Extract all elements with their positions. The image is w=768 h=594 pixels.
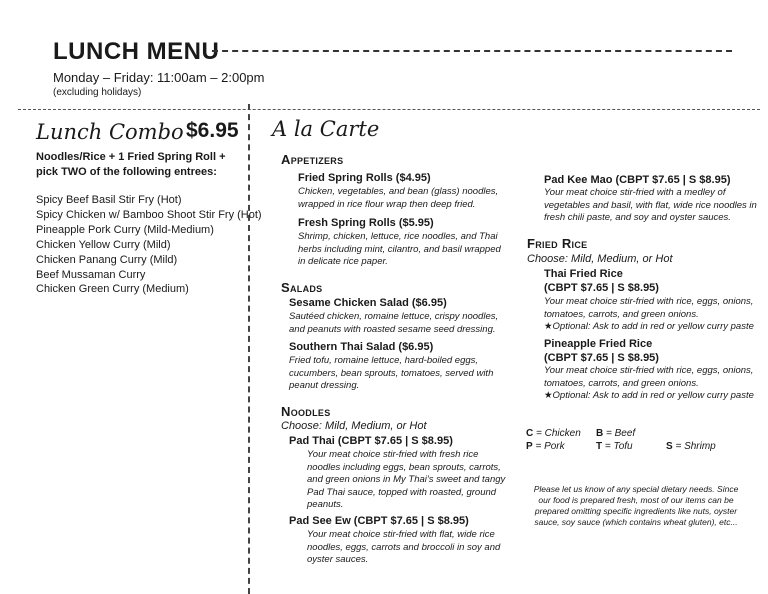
- desc-line: tomatoes, carrots, and green onions.: [544, 308, 699, 320]
- combo-desc-line: Noodles/Rice + 1 Fried Spring Roll +: [36, 151, 226, 163]
- desc-line: Shrimp, chicken, lettuce, rice noodles, and Thai: [298, 231, 498, 242]
- legend-code: S: [666, 441, 673, 452]
- optional-note: ★Optional: Ask to add in red or yellow curry paste: [544, 390, 754, 401]
- desc-line: Chicken, vegetables, and bean (glass) noodles,: [298, 186, 499, 197]
- menu-item-price: (CBPT $7.65 | S $8.95): [544, 282, 659, 294]
- desc-line: Your meat choice stir-fried with fresh rice: [307, 449, 479, 460]
- desc-line: herbs including mint, cilantro, and basil wrapped: [298, 243, 501, 255]
- legend-tofu: [596, 441, 633, 452]
- desc-line: peanut dressing.: [289, 380, 360, 391]
- legend-meaning: = Shrimp: [672, 441, 716, 452]
- combo-entree-list: [36, 193, 262, 297]
- menu-item-name: Pad Kee Mao (CBPT $7.65 | S $8.95): [544, 174, 731, 186]
- menu-item-desc: [289, 311, 498, 336]
- page-title: LUNCH MENU: [53, 38, 220, 65]
- menu-item-name: Sesame Chicken Salad ($6.95): [289, 297, 447, 309]
- desc-line: Sautéed chicken, romaine lettuce, crispy noodles,: [289, 311, 499, 322]
- combo-price: $6.95: [186, 119, 239, 142]
- noodles-heading: Noodles: [281, 404, 331, 419]
- fried-rice-spice-choice: Choose: Mild, Medium, or Hot: [527, 253, 673, 265]
- legend-code: P: [526, 441, 533, 452]
- desc-line: and green onions in My Thai's sweet and tangy: [307, 474, 506, 485]
- desc-line: wrapped in rice flour wrap then deep fried.: [298, 198, 476, 210]
- menu-item-name: Pad Thai (CBPT $7.65 | S $8.95): [289, 435, 453, 447]
- menu-item-name: Pad See Ew (CBPT $7.65 | S $8.95): [289, 515, 469, 527]
- menu-item-name: Fried Spring Rolls ($4.95): [298, 172, 431, 184]
- menu-item-name: Southern Thai Salad ($6.95): [289, 341, 434, 353]
- legend-chicken: [526, 428, 581, 439]
- desc-line: tomatoes, carrots, and green onions.: [544, 377, 699, 389]
- optional-note: ★Optional: Ask to add in red or yellow curry paste: [544, 321, 754, 332]
- legend-beef: [596, 428, 635, 439]
- dietary-footnote: Please let us know of any special dietary needs. Since our food is prepared fresh, most of our items can be prepared omitting specific ingredients like nuts, oyster sauce, soy sauce (which contains wheat gluten), etc...: [533, 484, 739, 527]
- menu-item-desc: [298, 231, 501, 269]
- desc-line: oyster sauces.: [307, 554, 369, 565]
- menu-item-desc: [307, 529, 500, 567]
- menu-item-desc: [544, 187, 757, 225]
- entree-item: Spicy Beef Basil Stir Fry (Hot): [36, 194, 182, 206]
- menu-item-desc: [544, 296, 754, 334]
- legend-code: C: [526, 428, 534, 439]
- desc-line: Your meat choice stir-fried with rice, eggs, onions,: [544, 365, 754, 376]
- desc-line: peanuts.: [307, 499, 344, 510]
- desc-line: and peanuts with roasted sesame seed dressing.: [289, 323, 496, 335]
- desc-line: noodles including eggs, bean sprouts, carrots,: [307, 461, 501, 473]
- desc-line: noodles, eggs, carrots and broccoli in soy and: [307, 541, 501, 553]
- legend-meaning: = Beef: [603, 428, 636, 439]
- entree-item: Chicken Panang Curry (Mild): [36, 253, 178, 266]
- desc-line: Your meat choice stir-fried with rice, eggs, onions,: [544, 296, 754, 307]
- menu-item-name: Fresh Spring Rolls ($5.95): [298, 217, 434, 229]
- desc-line: Pad Thai sauce, topped with roasted, ground: [307, 486, 497, 498]
- legend-code: B: [596, 428, 604, 439]
- entree-item: Spicy Chicken w/ Bamboo Shoot Stir Fry (Hot): [36, 208, 262, 221]
- menu-item-desc: [289, 355, 493, 393]
- noodles-spice-choice: Choose: Mild, Medium, or Hot: [281, 420, 427, 432]
- menu-item-desc: [544, 365, 754, 403]
- combo-title: Lunch Combo: [36, 120, 184, 144]
- desc-line: in delicate rice paper.: [298, 256, 388, 267]
- legend-code: T: [596, 441, 603, 452]
- legend-meaning: = Tofu: [602, 441, 633, 452]
- menu-item-name: Pineapple Fried Rice: [544, 338, 653, 350]
- legend-meaning: = Pork: [532, 441, 565, 452]
- desc-line: Your meat choice stir-fried with flat, wide rice: [307, 529, 495, 540]
- vertical-divider: [248, 104, 250, 594]
- hours-note: (excluding holidays): [53, 87, 142, 98]
- legend-pork: [526, 441, 565, 452]
- a-la-carte-title: A la Carte: [272, 117, 380, 141]
- desc-line: fresh chili paste, and soy and oyster sauces.: [544, 212, 731, 223]
- menu-item-desc: [307, 449, 505, 512]
- horizontal-divider: [18, 109, 760, 110]
- title-divider: [212, 50, 732, 52]
- entree-item: Chicken Green Curry (Medium): [36, 283, 189, 296]
- entree-item: Chicken Yellow Curry (Mild): [36, 238, 171, 251]
- menu-item-price: (CBPT $7.65 | S $8.95): [544, 352, 659, 364]
- entree-item: Beef Mussaman Curry: [36, 268, 146, 281]
- entree-item: Pineapple Pork Curry (Mild-Medium): [36, 223, 214, 236]
- combo-description: [36, 150, 246, 180]
- hours: Monday – Friday: 11:00am – 2:00pm: [53, 70, 265, 85]
- desc-line: Fried tofu, romaine lettuce, hard-boiled eggs,: [289, 355, 479, 366]
- combo-desc-line: pick TWO of the following entrees:: [36, 166, 217, 178]
- desc-line: cucumbers, bean sprouts, tomatoes, served with: [289, 367, 494, 379]
- salads-heading: Salads: [281, 280, 323, 295]
- appetizers-heading: Appetizers: [281, 152, 344, 167]
- menu-item-desc: [298, 186, 498, 211]
- legend-shrimp: [666, 441, 716, 452]
- desc-line: Your meat choice stir-fried with a medley of: [544, 187, 726, 198]
- desc-line: vegetables and basil, with flat, wide rice noodles in: [544, 199, 757, 211]
- legend-meaning: = Chicken: [533, 428, 581, 439]
- fried-rice-heading: Fried Rice: [527, 236, 588, 251]
- menu-item-name: Thai Fried Rice: [544, 268, 623, 280]
